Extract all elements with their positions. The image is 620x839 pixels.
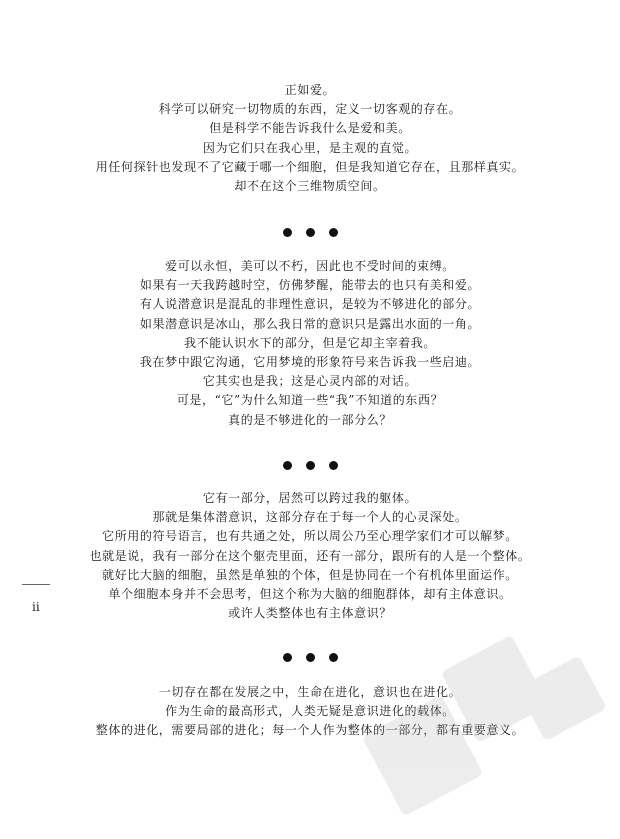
text-line: 就好比大脑的细胞，虽然是单独的个体，但是协同在一个有机体里面运作。 <box>102 567 518 582</box>
text-line: 爱可以永恒，美可以不朽，因此也不受时间的束缚。 <box>165 259 455 273</box>
text-line: 真的是不够进化的一部分么？ <box>228 412 392 427</box>
section-divider <box>0 222 620 234</box>
text-line: 它有一部分，居然可以跨过我的躯体。 <box>202 491 418 505</box>
text-line: 用任何探针也发现不了它藏于哪一个细胞，但是我知道它存在，且那样真实。 <box>95 159 525 174</box>
page-number: ii <box>32 600 40 614</box>
stanza-2 <box>0 257 620 430</box>
watermark-block <box>517 655 607 741</box>
text-line: 如果潜意识是冰山，那么我日常的意识只是露出水面的一角。 <box>139 316 481 331</box>
divider-dot <box>306 228 315 237</box>
text-line: 整体的进化，需要局部的进化；每一个人作为整体的一部分，都有重要意义。 <box>95 723 525 738</box>
divider-dot <box>329 653 338 662</box>
text-line: 作为生命的最高形式，人类无疑是意识进化的载体。 <box>165 704 455 719</box>
section-divider <box>0 455 620 467</box>
divider-dot <box>283 461 292 470</box>
divider-dot <box>329 461 338 470</box>
text-line: 我不能认识水下的部分，但是它却主宰着我。 <box>183 335 436 350</box>
text-line: 如果有一天我跨越时空，仿佛梦醒，能带去的也只有美和爱。 <box>139 278 481 293</box>
divider-dot <box>283 228 292 237</box>
text-line: 因为它们只在我心里，是主观的直觉。 <box>202 140 418 155</box>
margin-rule <box>22 584 50 585</box>
stanza-1 <box>0 81 620 196</box>
text-line: 正如爱。 <box>284 83 336 97</box>
text-line: 科学可以研究一切物质的东西，定义一切客观的存在。 <box>158 102 462 117</box>
text-line: 它所用的符号语言，也有共通之处，所以周公乃至心理学家们才可以解梦。 <box>102 529 518 544</box>
text-line: 我在梦中跟它沟通，它用梦境的形象符号来告诉我一些启迪。 <box>139 355 481 370</box>
text-line: 但是科学不能告诉我什么是爱和美。 <box>209 121 411 136</box>
text-line: 一切存在都在发展之中，生命在进化，意识也在进化。 <box>158 685 462 699</box>
text-line: 也就是说，我有一部分在这个躯壳里面，还有一部分，跟所有的人是一个整体。 <box>89 548 531 563</box>
divider-dot <box>306 461 315 470</box>
text-line: 或许人类整体也有主体意识？ <box>228 606 392 621</box>
text-line: 有人说潜意识是混乱的非理性意识，是较为不够进化的部分。 <box>139 297 481 312</box>
divider-dot <box>329 228 338 237</box>
text-line: 它其实也是我；这是心灵内部的对话。 <box>202 374 418 389</box>
text-line: 那就是集体潜意识，这部分存在于每一个人的心灵深处。 <box>152 510 468 525</box>
text-line: 却不在这个三维物质空间。 <box>234 179 386 194</box>
divider-dot <box>283 653 292 662</box>
text-line: 可是，“它”为什么知道一些“我”不知道的东西？ <box>176 393 444 408</box>
text-line: 单个细胞本身并不会思考，但这个称为大脑的细胞群体，却有主体意识。 <box>108 587 512 602</box>
divider-dot <box>306 653 315 662</box>
